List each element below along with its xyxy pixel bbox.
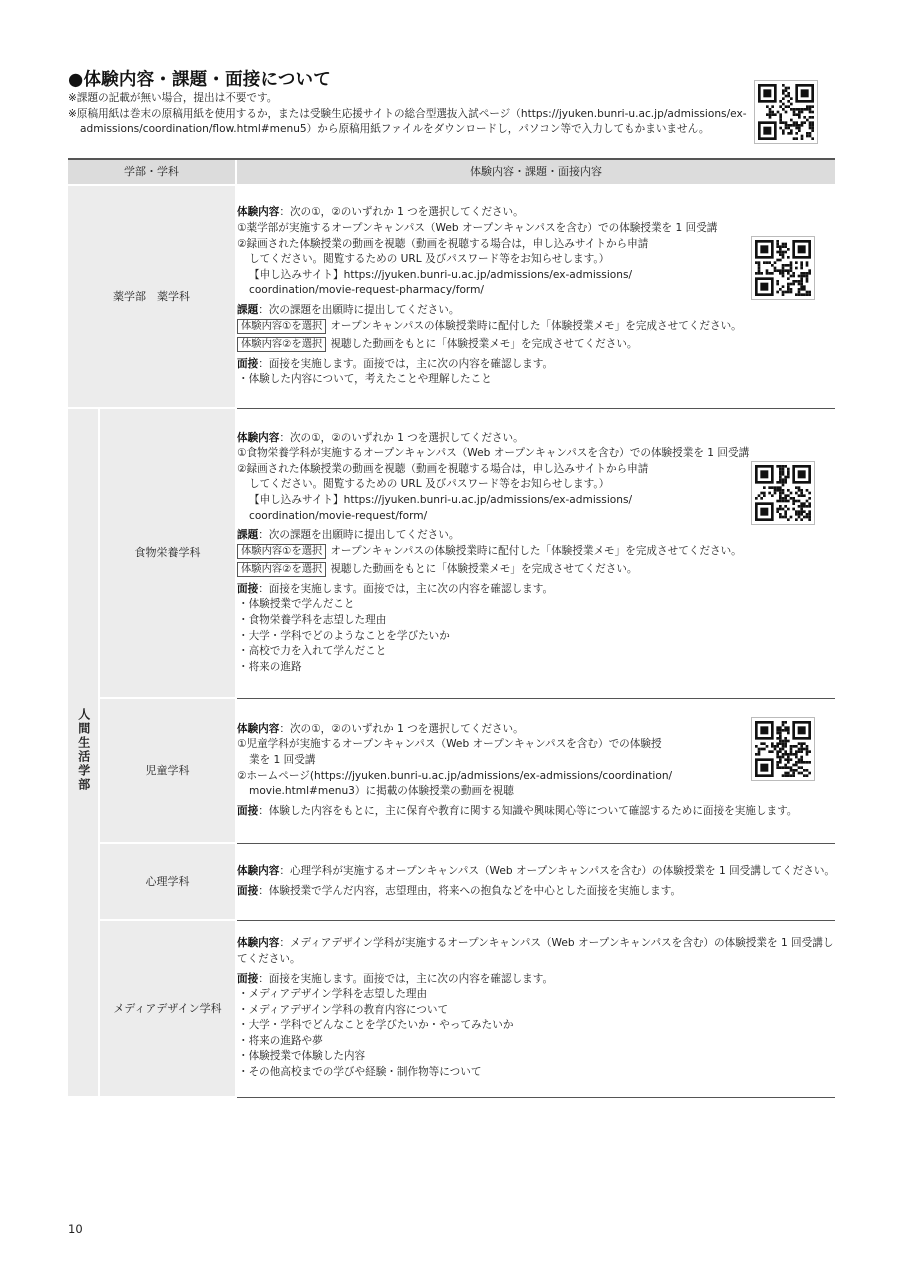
table-row-media-design [68,920,835,1097]
task-text: 視聴した動画をもとに「体験授業メモ」を完成させてください。 [330,563,638,576]
qr-code-nutrition [751,461,815,525]
list-item: ・その他高校までの学びや経験・制作物等について [238,1066,482,1079]
page-number: 10 [68,1222,83,1236]
exp-line: ②録画された体験授業の動画を視聴（動画を視聴する場合は，申し込みサイトから申請 [237,462,649,475]
exp-line: 【申し込みサイト】https://jyuken.bunri-u.ac.jp/admissions/ex-admissions/ [249,493,633,506]
interview-intro: ：面接を実施します。面接では，主に次の内容を確認します。 [258,357,554,370]
option-box: 体験内容①を選択 [237,544,326,559]
interview-label: 面接 [237,357,259,370]
dept-pharmacy: 薬学部 薬学科 [68,185,236,408]
exp-line: ②ホームページ(https://jyuken.bunri-u.ac.jp/admissions/ex-admissions/coordination/ [237,769,673,782]
content-nutrition [236,408,835,698]
exp-line: ①薬学部が実施するオープンキャンパス（Web オープンキャンパスを含む）での体験授業を 1 回受講 [237,222,718,235]
interview-label: 面接 [237,582,259,595]
list-item: ・体験授業で体験した内容 [238,1050,366,1063]
task-intro: ：次の課題を出願時に提出してください。 [258,304,460,317]
exp-line: ：次の①，②のいずれか 1 つを選択してください。 [279,431,524,444]
col-content-header: 体験内容・課題・面接内容 [236,159,835,185]
list-item: ・大学・学科でどのようなことを学びたいか [238,629,450,642]
table-row-nutrition [68,408,835,698]
list-item: ・高校で力を入れて学んだこと [238,645,387,658]
qr-code-header [754,80,818,144]
table-row-pharmacy [68,185,835,408]
note-1: ※課題の記載が無い場合，提出は不要です。 [68,92,278,104]
exp-label: 体験内容 [237,864,280,877]
list-item: ・体験した内容について，考えたことや理解したこと [238,373,492,386]
list-item: ・食物栄養学科を志望した理由 [238,614,387,627]
section-title: ●体験内容・課題・面接について [68,70,331,90]
dept-media-design: メディアデザイン学科 [99,920,236,1097]
exp-text: ：メディアデザイン学科が実施するオープンキャンパス（Web オープンキャンパスを含む）の体験授業を 1 回受講してください。 [237,937,834,965]
list-item: ・メディアデザイン学科を志望した理由 [238,988,428,1001]
option-box: 体験内容②を選択 [237,562,326,577]
task-text: オープンキャンパスの体験授業時に配付した「体験授業メモ」を完成させてください。 [330,319,742,332]
exp-line: ②録画された体験授業の動画を視聴（動画を視聴する場合は，申し込みサイトから申請 [237,237,649,250]
task-label: 課題 [237,304,259,317]
content-media-design [236,920,835,1097]
note-2: ※原稿用紙は巻末の原稿用紙を使用するか，または受験生応援サイトの総合型選抜入試ページ（https://jyuken.bunri-u.ac.jp/admissions/ex-admissions/coordination/flow.html#menu5）から原稿用紙ファイルをダウンロードし，パソコン等で入力してもかまいません。 [68,107,747,135]
exp-line: ：次の①，②のいずれか 1 つを選択してください。 [279,722,524,735]
exp-label: 体験内容 [237,937,280,950]
exp-line: 業を 1 回受講 [249,753,316,766]
task-text: オープンキャンパスの体験授業時に配付した「体験授業メモ」を完成させてください。 [330,544,742,557]
exp-line: coordination/movie-request-pharmacy/form/ [249,284,484,297]
interview-text: ：体験授業で学んだ内容，志望理由，将来への抱負などを中心とした面接を実施します。 [258,884,682,897]
exp-line: してください。閲覧するための URL 及びパスワード等をお知らせします。） [249,253,610,266]
interview-label: 面接 [237,972,259,985]
exp-label: 体験内容 [237,431,280,444]
exp-line: movie.html#menu3）に掲載の体験授業の動画を視聴 [249,785,514,798]
interview-text: ：体験した内容をもとに，主に保育や教育に関する知識や興味関心等について確認するために面接を実施します。 [258,804,798,817]
dept-child: 児童学科 [99,698,236,843]
exp-line: coordination/movie-request/form/ [249,509,428,522]
task-text: 視聴した動画をもとに「体験授業メモ」を完成させてください。 [330,338,638,351]
exp-line: ：次の①，②のいずれか 1 つを選択してください。 [279,206,524,219]
exp-text: ：心理学科が実施するオープンキャンパス（Web オープンキャンパスを含む）の体験授業を 1 回受講してください。 [279,864,836,877]
table-row-psychology [68,843,835,920]
qr-code-pharmacy [751,236,815,300]
faculty-cell [68,408,99,1097]
list-item: ・体験授業で学んだこと [238,598,355,611]
interview-label: 面接 [237,884,259,897]
exp-line: ①児童学科が実施するオープンキャンパス（Web オープンキャンパスを含む）での体験授 [237,738,662,751]
exp-label: 体験内容 [237,722,280,735]
interview-label: 面接 [237,804,259,817]
task-label: 課題 [237,529,259,542]
interview-intro: ：面接を実施します。面接では，主に次の内容を確認します。 [258,582,554,595]
task-intro: ：次の課題を出願時に提出してください。 [258,529,460,542]
table-row-child [68,698,835,843]
content-child [236,698,835,843]
list-item: ・メディアデザイン学科の教育内容について [238,1003,449,1016]
content-psychology [236,843,835,920]
interview-intro: ：面接を実施します。面接では，主に次の内容を確認します。 [258,972,554,985]
list-item: ・大学・学科でどんなことを学びたいか・やってみたいか [238,1019,514,1032]
exp-label: 体験内容 [237,206,280,219]
dept-nutrition: 食物栄養学科 [99,408,236,698]
option-box: 体験内容②を選択 [237,337,326,352]
option-box: 体験内容①を選択 [237,319,326,334]
experience-table [68,158,835,1098]
list-item: ・将来の進路や夢 [238,1034,323,1047]
exp-line: してください。閲覧するための URL 及びパスワード等をお知らせします。） [249,478,610,491]
content-pharmacy [236,185,835,408]
dept-psychology: 心理学科 [99,843,236,920]
faculty-label: 人間生活学部 [76,707,91,792]
exp-line: ①食物栄養学科が実施するオープンキャンパス（Web オープンキャンパスを含む）での体験授業を 1 回受講 [237,447,750,460]
notes [68,91,752,138]
list-item: ・将来の進路 [238,660,302,673]
qr-code-child [751,717,815,781]
exp-line: 【申し込みサイト】https://jyuken.bunri-u.ac.jp/admissions/ex-admissions/ [249,268,633,281]
table-header-row [68,159,835,185]
col-dept-header: 学部・学科 [68,159,236,185]
